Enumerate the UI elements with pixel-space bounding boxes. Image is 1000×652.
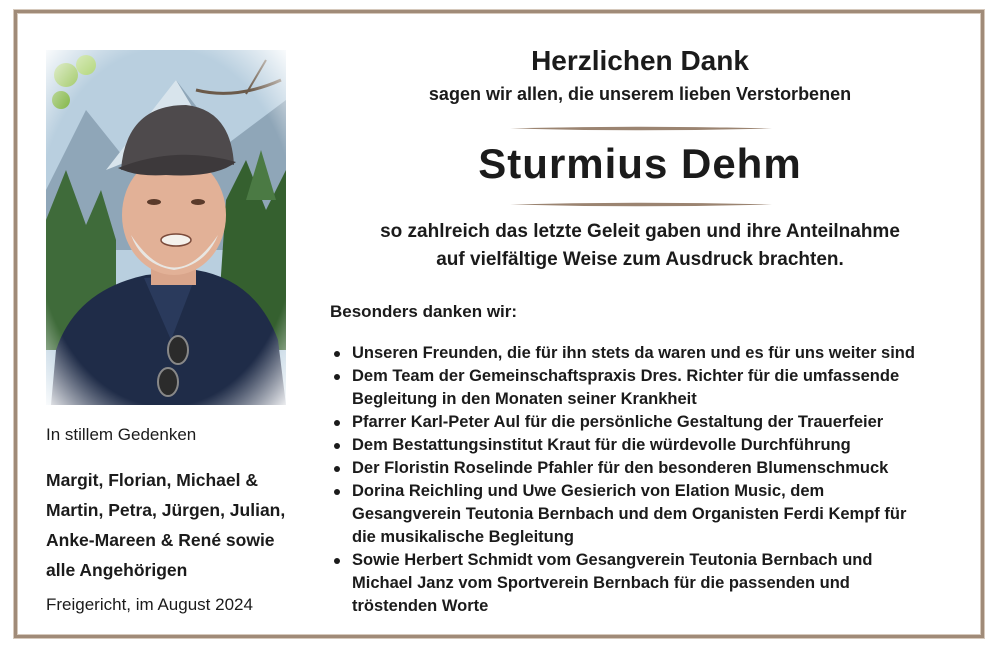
divider-bottom	[510, 202, 772, 207]
list-item: Sowie Herbert Schmidt vom Gesangverein Teutonia Bernbach und Michael Janz vom Sportverein Bernbach für die passenden und tröstenden Worte	[330, 549, 970, 618]
intro-line-2: auf vielfältige Weise zum Ausdruck brachten.	[436, 249, 844, 270]
thanks-list	[330, 342, 970, 618]
divider-top	[510, 126, 772, 131]
intro-line-1: so zahlreich das letzte Geleit gaben und ihre Anteilnahme	[380, 221, 900, 242]
list-item: Unseren Freunden, die für ihn stets da waren und es für uns weiter sind	[330, 342, 970, 365]
subtitle: sagen wir allen, die unserem lieben Verstorbenen	[428, 84, 852, 104]
deceased-name: Sturmius Dehm	[478, 140, 802, 187]
list-item: Dem Team der Gemeinschaftspraxis Dres. Richter für die umfassende Begleitung in den Monaten seiner Krankheit	[330, 365, 970, 411]
in-memory-label: In stillem Gedenken	[46, 425, 197, 444]
mourners-names: Margit, Florian, Michael & Martin, Petra, Jürgen, Julian, Anke-Mareen & René sowie alle Angehörigen	[46, 470, 286, 580]
list-item: Dem Bestattungsinstitut Kraut für die würdevolle Durchführung	[330, 434, 970, 457]
thanks-heading: Besonders danken wir:	[330, 302, 518, 321]
place-date: Freigericht, im August 2024	[46, 595, 253, 614]
portrait-photo	[46, 50, 286, 405]
page-title: Herzlichen Dank	[531, 45, 749, 76]
list-item: Pfarrer Karl-Peter Aul für die persönliche Gestaltung der Trauerfeier	[330, 411, 970, 434]
list-item: Dorina Reichling und Uwe Gesierich von Elation Music, dem Gesangverein Teutonia Bernbach und dem Organisten Ferdi Kempf für die musikalische Begleitung	[330, 480, 970, 549]
intro-text	[330, 218, 950, 274]
list-item: Der Floristin Roselinde Pfahler für den besonderen Blumenschmuck	[330, 457, 970, 480]
